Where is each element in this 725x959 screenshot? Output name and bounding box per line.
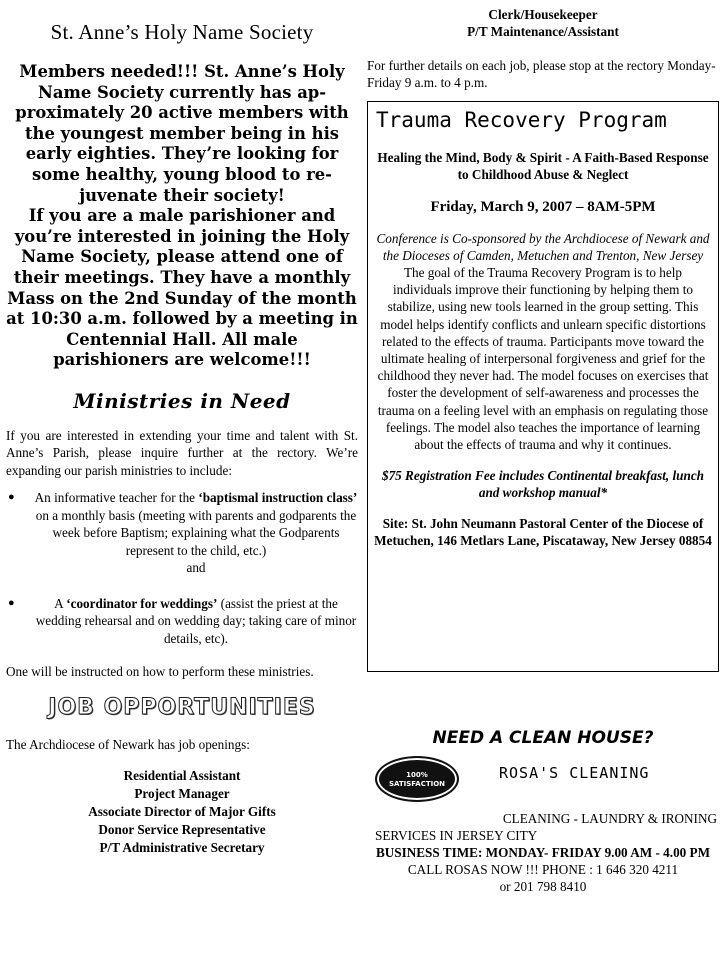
members-needed-text bbox=[6, 62, 358, 371]
job-list bbox=[6, 767, 358, 857]
badge-line2: SATISFACTION bbox=[388, 780, 446, 788]
clean-line4: CALL ROSAS NOW !!! PHONE : 1 646 320 4211 bbox=[407, 862, 679, 877]
bullet2-post: (assist the priest at the wedding rehearsal and on wedding day; taking care of minor details, etc). bbox=[35, 595, 357, 646]
bullet1-pre: An informative teacher for the bbox=[34, 490, 199, 506]
bullet-icon: ● bbox=[8, 596, 15, 609]
bullet2-bold: ‘coordinator for weddings’ bbox=[66, 595, 218, 611]
and-text: and bbox=[186, 560, 206, 576]
trauma-recovery-box bbox=[367, 101, 719, 672]
clean-line3: BUSINESS TIME: MONDAY- FRIDAY 9.00 AM - 4.00 PM bbox=[375, 845, 711, 860]
bullet2-pre: A bbox=[54, 595, 67, 611]
instructed-text: One will be instructed on how to perform these ministries. bbox=[6, 664, 314, 680]
right-column bbox=[367, 0, 719, 895]
bullet1-bold: ‘baptismal instruction class’ bbox=[198, 490, 358, 506]
left-column bbox=[6, 0, 358, 857]
satisfaction-badge-icon bbox=[375, 756, 459, 802]
job-opportunities-title: JOB OPPORTUNITIES bbox=[48, 694, 316, 720]
rosa-cleaning-name: ROSA'S CLEANING bbox=[499, 764, 650, 782]
trauma-fee: $75 Registration Fee includes Continental breakfast, lunch and workshop manual* bbox=[381, 468, 705, 501]
list-item: Associate Director of Major Gifts bbox=[88, 804, 276, 820]
trauma-title: Trauma Recovery Program bbox=[376, 108, 667, 132]
job-list-continued bbox=[367, 6, 719, 40]
list-item-weddings bbox=[6, 595, 358, 648]
list-item: Residential Assistant bbox=[123, 768, 241, 784]
trauma-cosponsor: Conference is Co-sponsored by the Archdiocese of Newark and the Dioceses of Camden, Metuchen and Trenton, New Jersey bbox=[376, 231, 710, 263]
list-item: P/T Administrative Secretary bbox=[99, 840, 265, 856]
list-item-baptismal bbox=[6, 489, 358, 559]
list-item: Donor Service Representative bbox=[98, 822, 266, 838]
clean-line1: CLEANING - LAUNDRY & IRONING bbox=[502, 811, 717, 826]
clean-line5: or 201 798 8410 bbox=[499, 879, 587, 894]
rosa-ad-header bbox=[367, 748, 719, 804]
bullet-icon: ● bbox=[8, 491, 15, 504]
badge-line1: 100% bbox=[406, 771, 428, 779]
holy-name-society-title: St. Anne’s Holy Name Society bbox=[50, 20, 314, 44]
ministries-intro: If you are interested in extending your time and talent with St. Anne’s Parish, please inquire further at the rectory. We’re expanding our parish ministries to include: bbox=[6, 427, 358, 478]
members-paragraph-1: Members needed!!! St. Anne’s Holy Name Society currently has approximately 20 active members with the youngest member being in his early eighties. They’re looking for some healthy, young blood to rejuvenate their society! bbox=[15, 62, 349, 205]
clean-info bbox=[367, 810, 719, 895]
ministries-title: Ministries in Need bbox=[73, 388, 291, 413]
job-details-text: For further details on each job, please stop at the rectory Monday-Friday 9 a.m. to 4 p.m. bbox=[367, 58, 716, 90]
members-paragraph-2: If you are a male parishioner and you’re interested in joining the Holy Name Society, please attend one of their meetings. They have a monthly Mass on the 2nd Sunday of the month at 10:30 a.m. followed by a meeting in Centennial Hall. All male parishioners are welcome!!! bbox=[6, 206, 358, 370]
clean-house-title: NEED A CLEAN HOUSE? bbox=[432, 728, 654, 748]
bullet1-post: on a monthly basis (meeting with parents and godparents the week before Baptism; explaining what the Godparents represent to the child, etc.) bbox=[35, 507, 357, 558]
trauma-site: Site: St. John Neumann Pastoral Center of the Diocese of Metuchen, 146 Metlars Lane, Piscataway, New Jersey 08854 bbox=[374, 516, 712, 549]
list-item: Project Manager bbox=[134, 786, 230, 802]
job-intro: The Archdiocese of Newark has job openings: bbox=[6, 736, 250, 752]
clean-line2: SERVICES IN JERSEY CITY bbox=[375, 828, 538, 843]
trauma-date: Friday, March 9, 2007 – 8AM-5PM bbox=[430, 199, 656, 215]
list-item: P/T Maintenance/Assistant bbox=[467, 24, 619, 39]
trauma-description: The goal of the Trauma Recovery Program is to help individuals improve their functioning by helping them to stabilize, using new tools learned in the group setting. This model helps identify conflicts and unlearn specific distortions related to the effects of trauma. Participants move toward the ultimate healing of interpersonal forgiveness and grief for the childhood they never had. The model focuses on exercises that foster the development of self-awareness and processes the trauma on a feeling level with an emphasis on regulating those feelings. The model also teaches the importance of learning about the effects of trauma and why it continues. bbox=[377, 265, 709, 453]
trauma-subtitle: Healing the Mind, Body & Spirit - A Faith-Based Response to Childhood Abuse & Neglect bbox=[377, 150, 709, 182]
list-item: Clerk/Housekeeper bbox=[488, 7, 598, 22]
